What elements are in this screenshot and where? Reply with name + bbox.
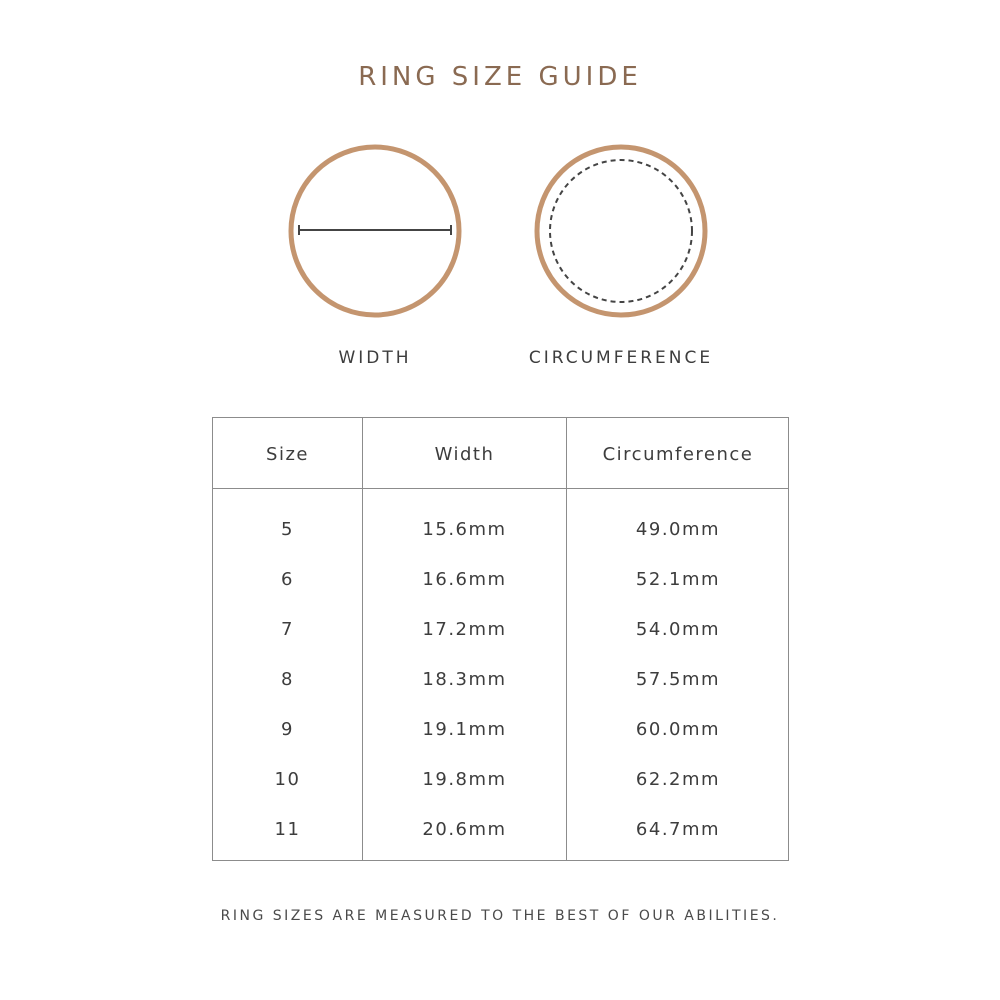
cell-size: 9 bbox=[281, 719, 294, 740]
header-size: Size bbox=[266, 444, 309, 465]
cell-circumference: 52.1mm bbox=[635, 569, 721, 590]
cell-width: 19.8mm bbox=[422, 769, 507, 790]
ring-outline bbox=[537, 147, 705, 315]
ring-circumference-diagram bbox=[533, 143, 709, 319]
ring-width-diagram bbox=[287, 143, 463, 319]
ring-size-table bbox=[212, 417, 789, 861]
cell-width: 18.3mm bbox=[422, 669, 507, 690]
cell-circumference: 64.7mm bbox=[635, 819, 721, 840]
cell-size: 11 bbox=[274, 819, 301, 840]
width-label: WIDTH bbox=[338, 348, 412, 368]
footnote: RING SIZES ARE MEASURED TO THE BEST OF OUR ABILITIES. bbox=[220, 908, 780, 924]
cell-size: 6 bbox=[281, 569, 294, 590]
cell-circumference: 49.0mm bbox=[635, 519, 721, 540]
header-divider bbox=[213, 488, 788, 489]
cell-size: 5 bbox=[281, 519, 294, 540]
cell-circumference: 62.2mm bbox=[635, 769, 721, 790]
cell-width: 20.6mm bbox=[422, 819, 507, 840]
cell-size: 7 bbox=[281, 619, 294, 640]
cell-width: 17.2mm bbox=[422, 619, 507, 640]
cell-circumference: 57.5mm bbox=[635, 669, 721, 690]
cell-circumference: 60.0mm bbox=[635, 719, 721, 740]
header-circumference: Circumference bbox=[602, 444, 754, 465]
cell-size: 10 bbox=[274, 769, 301, 790]
page-title: RING SIZE GUIDE bbox=[358, 62, 642, 92]
cell-width: 15.6mm bbox=[422, 519, 507, 540]
circumference-label: CIRCUMFERENCE bbox=[528, 348, 714, 368]
header-width: Width bbox=[434, 444, 495, 465]
circumference-dashed-line bbox=[550, 160, 692, 302]
cell-width: 19.1mm bbox=[422, 719, 507, 740]
cell-width: 16.6mm bbox=[422, 569, 507, 590]
cell-size: 8 bbox=[281, 669, 294, 690]
cell-circumference: 54.0mm bbox=[635, 619, 721, 640]
